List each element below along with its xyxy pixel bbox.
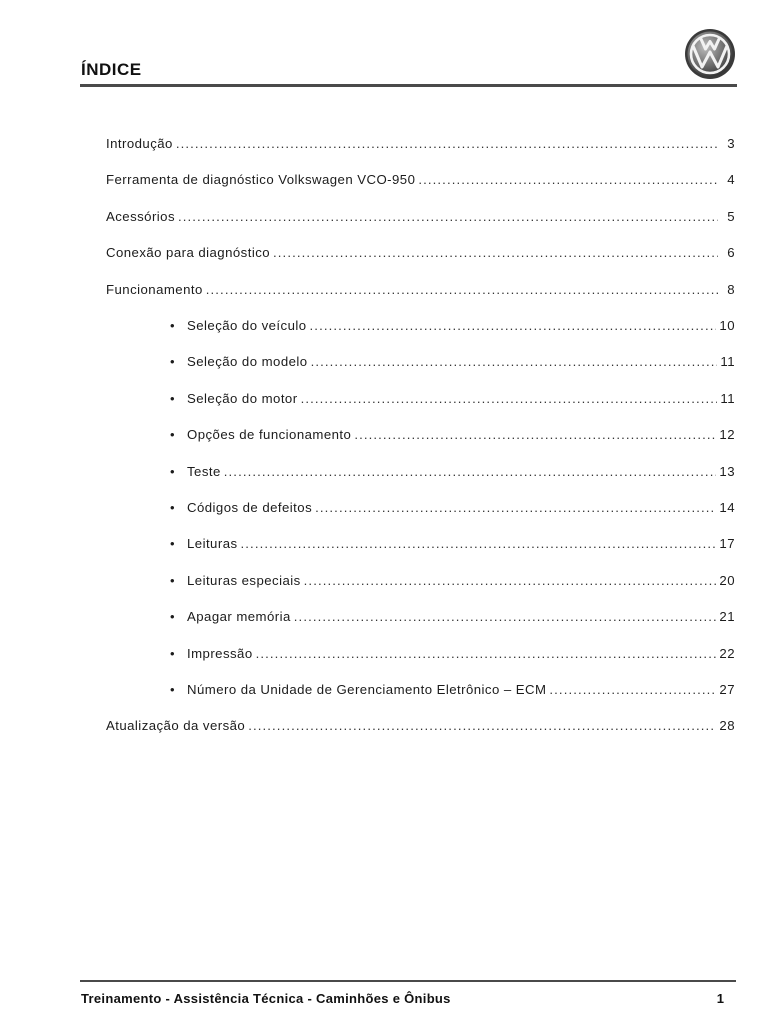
toc-entry[interactable] <box>170 573 735 593</box>
bullet-icon: • <box>170 427 176 442</box>
toc-entry-page: 3 <box>727 136 735 151</box>
toc-entry[interactable] <box>170 500 735 520</box>
toc-entry-title: Seleção do modelo <box>187 354 308 369</box>
toc-entry-page: 21 <box>719 609 735 624</box>
header-divider <box>80 84 737 87</box>
bullet-icon: • <box>170 609 176 624</box>
toc-entry-title: Conexão para diagnóstico <box>106 245 271 260</box>
toc-entry-title: Atualização da versão <box>106 718 246 733</box>
toc-entry[interactable] <box>106 209 735 229</box>
page-title: ÍNDICE <box>81 60 142 79</box>
toc-entry-title: Leituras <box>187 536 238 551</box>
toc-entry-title: Leituras especiais <box>187 573 301 588</box>
toc-entry-page: 27 <box>719 682 735 697</box>
dot-leader <box>311 354 718 369</box>
page-number: 1 <box>716 991 724 1006</box>
dot-leader <box>273 245 718 260</box>
dot-leader <box>178 209 718 224</box>
dot-leader <box>256 646 717 661</box>
toc-entry-page: 10 <box>719 318 735 333</box>
toc-entry-page: 22 <box>719 646 735 661</box>
bullet-icon: • <box>170 646 176 661</box>
toc-entry-page: 11 <box>720 391 735 406</box>
dot-leader <box>206 282 718 297</box>
toc-entry[interactable] <box>106 245 735 265</box>
dot-leader <box>248 718 716 733</box>
toc-entry-title: Seleção do veículo <box>187 318 307 333</box>
toc-entry[interactable] <box>170 609 735 629</box>
toc-entry-page: 20 <box>719 573 735 588</box>
toc-entry[interactable] <box>106 282 735 302</box>
dot-leader <box>176 136 718 151</box>
toc-entry-title: Impressão <box>187 646 253 661</box>
toc-entry[interactable] <box>170 391 735 411</box>
toc-entry[interactable] <box>170 464 735 484</box>
toc-entry-title: Apagar memória <box>187 609 291 624</box>
toc-entry-page: 11 <box>720 354 735 369</box>
toc-entry[interactable] <box>170 536 735 556</box>
volkswagen-logo-icon <box>684 28 736 80</box>
toc-entry-title: Teste <box>187 464 221 479</box>
toc-entry-title: Introdução <box>106 136 173 151</box>
toc-entry-title: Seleção do motor <box>187 391 298 406</box>
footer-text: Treinamento - Assistência Técnica - Caminhões e Ônibus <box>81 991 451 1006</box>
toc-entry-title: Códigos de defeitos <box>187 500 313 515</box>
toc-entry[interactable] <box>170 646 735 666</box>
dot-leader <box>304 573 717 588</box>
toc-entry[interactable] <box>170 427 735 447</box>
toc-entry-title: Número da Unidade de Gerenciamento Eletrônico – ECM <box>187 682 547 697</box>
toc-entry[interactable] <box>106 136 735 156</box>
toc-entry[interactable] <box>170 354 735 374</box>
toc-entry[interactable] <box>170 318 735 338</box>
bullet-icon: • <box>170 318 176 333</box>
toc-entry-page: 13 <box>719 464 735 479</box>
bullet-icon: • <box>170 354 176 369</box>
bullet-icon: • <box>170 536 176 551</box>
toc-entry[interactable] <box>106 172 735 192</box>
bullet-icon: • <box>170 500 176 515</box>
bullet-icon: • <box>170 573 176 588</box>
dot-leader <box>549 682 716 697</box>
bullet-icon: • <box>170 464 176 479</box>
dot-leader <box>301 391 718 406</box>
toc-entry-page: 8 <box>727 282 735 297</box>
toc-entry-page: 5 <box>727 209 735 224</box>
toc-entry-title: Ferramenta de diagnóstico Volkswagen VCO-950 <box>106 172 416 187</box>
toc-entry-page: 6 <box>727 245 735 260</box>
dot-leader <box>418 172 718 187</box>
dot-leader <box>354 427 716 442</box>
toc-entry-page: 28 <box>719 718 735 733</box>
toc-entry-title: Funcionamento <box>106 282 203 297</box>
dot-leader <box>294 609 717 624</box>
dot-leader <box>315 500 716 515</box>
toc-entry[interactable] <box>170 682 735 702</box>
footer-divider <box>80 980 736 982</box>
toc-entry-title: Acessórios <box>106 209 175 224</box>
toc-entry[interactable] <box>106 718 735 738</box>
toc-entry-page: 4 <box>727 172 735 187</box>
dot-leader <box>224 464 717 479</box>
toc-entry-title: Opções de funcionamento <box>187 427 352 442</box>
toc-entry-page: 17 <box>719 536 735 551</box>
toc-entry-page: 12 <box>719 427 735 442</box>
dot-leader <box>241 536 717 551</box>
toc-entry-page: 14 <box>719 500 735 515</box>
bullet-icon: • <box>170 391 176 406</box>
dot-leader <box>310 318 717 333</box>
bullet-icon: • <box>170 682 176 697</box>
